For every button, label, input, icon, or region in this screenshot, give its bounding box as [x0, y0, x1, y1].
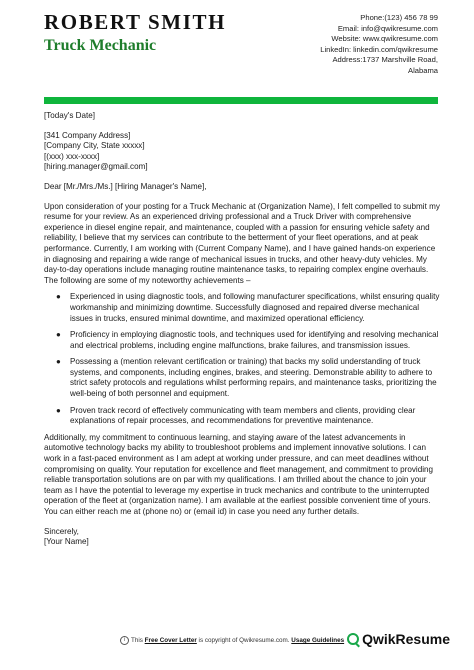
- bullet-icon: ●: [56, 405, 61, 415]
- recipient-address-line: [Company City, State xxxxx]: [44, 141, 145, 151]
- usage-guidelines-link[interactable]: Usage Guidelines: [291, 637, 345, 645]
- free-cover-letter-link[interactable]: Free Cover Letter: [144, 637, 197, 645]
- contact-block: [248, 13, 438, 77]
- applicant-name: ROBERT SMITH: [44, 10, 227, 34]
- contact-email: Email: info@qwikresume.com: [337, 23, 438, 33]
- copyright-note: [120, 636, 344, 645]
- signoff: Sincerely,: [44, 526, 79, 536]
- bullet-icon: ●: [56, 357, 61, 367]
- contact-phone: Phone:(123) 456 78 99: [360, 13, 438, 22]
- contact-address: Address:1737 Marshville Road,: [332, 55, 438, 65]
- intro-paragraph: Upon consideration of your posting for a Truck Mechanic at (Organization Name), I felt compelled to submit my resume for your review. As an experienced driving professional and a Truck Driver with comprehensive experience in diesel engine repair, and maintenance, coupled with a passion for ensuring vehicle safety and reliability, I believe that my services can contribute to the betterment of your fleet operations, and at peak performance. Currently, I am working with (Current Company Name), and I have gained hands-on experience in diagnosing and repairing a wide range of mechanical issues in trucks, and other heavy-duty vehicles. My day-to-day operations include managing routine maintenance tasks, to repairing complex engine overhauls. The following are some of my noteworthy achievements –: [44, 201, 440, 285]
- salutation: Dear [Mr./Mrs./Ms.] [Hiring Manager's Name],: [44, 181, 207, 191]
- bullet-icon: ●: [56, 292, 61, 302]
- bullet-icon: ●: [56, 330, 61, 340]
- achievement-text: Possessing a (mention relevant certification or training) that backs my solid understanding of truck systems, and components, including engines, brakes, and steering. Demonstrable ability to adhere to strict safety protocols and regulations whilst performing repairs, and maintenance tasks, prioritizing the well-being of both personnel and equipment.: [70, 357, 437, 399]
- header-divider-bar: [44, 97, 438, 104]
- contact-address-state: Alabama: [408, 65, 438, 75]
- achievement-text: Proven track record of effectively communicating with team members and clients, providing clear explanations of repair processes, and recommendations for preventive maintenance.: [70, 405, 416, 426]
- achievement-text: Proficiency in employing diagnostic tools, and techniques used for identifying and resolving mechanical and electrical problems, including engine malfunctions, brake failures, and transmission issues.: [70, 330, 439, 350]
- recipient-address-line: [(xxx) xxx-xxxx]: [44, 151, 100, 161]
- achievements-list: [44, 292, 440, 427]
- job-title: Truck Mechanic: [44, 37, 157, 54]
- letter-body: [44, 111, 440, 548]
- list-item: [56, 405, 440, 427]
- recipient-address-line: [hiring.manager@gmail.com]: [44, 162, 148, 172]
- recipient-address-line: [341 Company Address]: [44, 130, 131, 140]
- closing-paragraph: Additionally, my commitment to continuous learning, and staying aware of the latest advancements in automotive technology backs my ability to troubleshoot problems and implement innovative solutions. I can work in a fast-paced environment as I am adept at working under pressure, and can meet deadlines without compromising on quality. Your reputation for excellence and fleet management, and commitment to providing reliable transportation solutions are on par with my qualifications. I am thrilled about the chance to join your team as I have the potential to leverage my expertise in truck mechanics and contribute to the uninterrupted operation of the fleet at (organization name). I am available at the earliest possible convenient time of yours. You can either reach me at (phone no) or (email id) in case you need any further details.: [44, 432, 434, 516]
- copyright-prefix: This: [131, 637, 145, 645]
- info-icon: i: [120, 636, 129, 645]
- brand-name: QwikResume: [362, 631, 450, 647]
- contact-linkedin: LinkedIn: linkedin.com/qwikresume: [320, 44, 438, 54]
- letter-date: [Today's Date]: [44, 111, 96, 120]
- contact-website: Website: www.qwikresume.com: [331, 34, 438, 44]
- footer: [0, 630, 474, 670]
- magnifier-logo-icon: [347, 633, 359, 645]
- achievement-text: Experienced in using diagnostic tools, and following manufacturer specifications, whilst ensuring quality workmanship and minimizing downtime. Successfully diagnosed and repaired diverse mechanical issues in trucks, ensured minimal downtime, and maximized operational efficiency.: [70, 292, 440, 323]
- qwikresume-logo[interactable]: [347, 631, 450, 647]
- copyright-middle: is copyright of Qwikresume.com.: [196, 637, 292, 645]
- list-item: [56, 330, 440, 351]
- signature-name: [Your Name]: [44, 537, 89, 547]
- list-item: [56, 357, 440, 399]
- list-item: [56, 292, 440, 324]
- recipient-address: [44, 131, 440, 173]
